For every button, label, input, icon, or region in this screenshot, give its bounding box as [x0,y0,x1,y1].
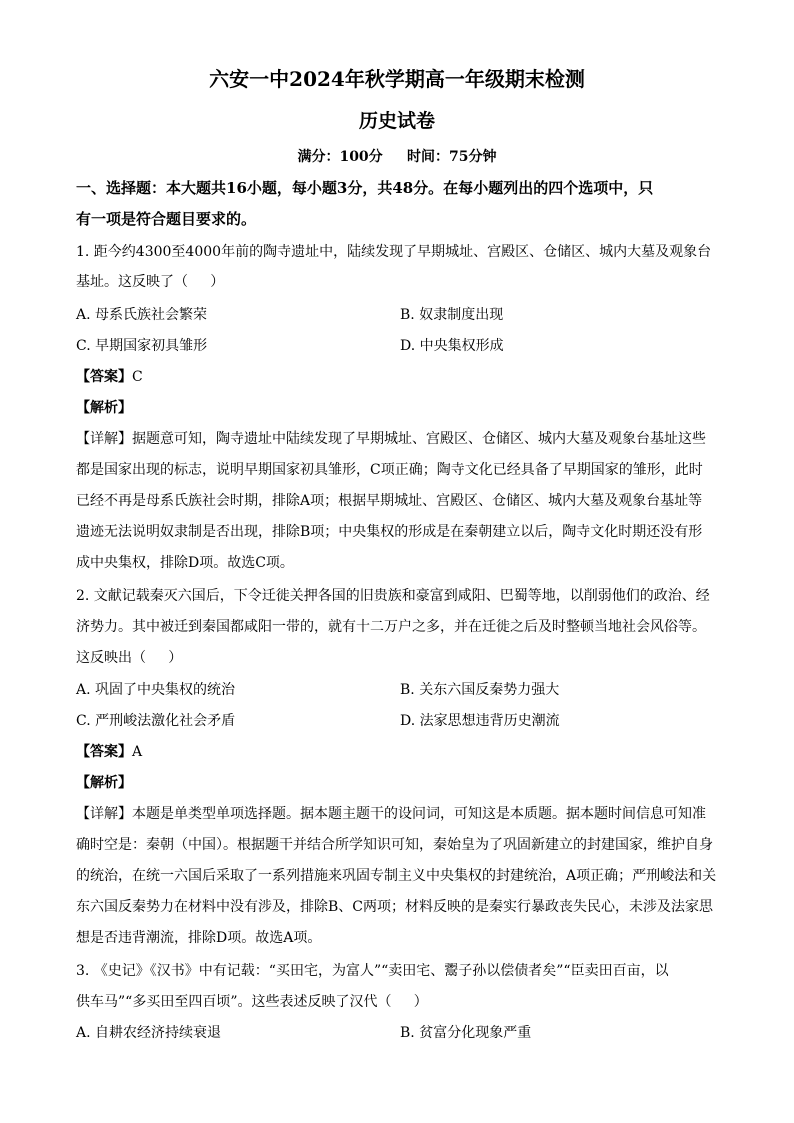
q2-detail-line5: 想是否违背潮流，排除D项。故选A项。 [76,930,322,946]
exam-subtitle: 历史试卷 [358,110,435,132]
q2-detail-line1: 【详解】本题是单类型单项选择题。据本题主题干的设问词，可知这是本质题。据本题时间信息可知准 [76,806,706,822]
answer-value: C [132,369,143,385]
q2-option-c: C. 严刑峻法激化社会矛盾 [76,713,236,729]
q2-stem-line3: 这反映出（ ） [76,650,183,666]
q3-stem-line1: 3. 《史记》《汉书》中有记载：“买田宅，为富人”“卖田宅、鬻子孙以偿债者矣”“臣卖田百亩，以 [76,963,669,979]
answer-tag: 【答案】 [76,369,132,385]
q1-stem-line2: 基址。这反映了（ ） [76,274,225,290]
q1-option-c: C. 早期国家初具雏形 [76,338,208,354]
q2-analysis-tag: 【解析】 [76,775,132,791]
q1-option-a: A. 母系氏族社会繁荣 [76,307,208,323]
q3-option-b: B. 贫富分化现象严重 [400,1025,532,1041]
q1-analysis-tag: 【解析】 [76,400,132,416]
q1-detail-line3: 已经不再是母系氏族社会时期，排除A项；根据早期城址、宫殿区、仓储区、城内大墓及观象台基址等 [76,493,703,509]
q2-option-a: A. 巩固了中央集权的统治 [76,682,236,698]
exam-title: 六安一中2024年秋学期高一年级期末检测 [209,67,585,91]
q3-stem-line2: 供车马”“多买田至四百顷”。这些表述反映了汉代（ ） [76,994,428,1010]
q1-detail-line2: 都是国家出现的标志，说明早期国家初具雏形，C项正确；陶寺文化已经具备了早期国家的雏形，此时 [76,462,703,478]
section-instructions-line2: 有一项是符合题目要求的。 [76,210,257,228]
answer-tag: 【答案】 [76,744,132,760]
q1-answer [76,366,726,386]
q1-option-b: B. 奴隶制度出现 [400,307,504,323]
q2-stem-line2: 济势力。其中被迁到秦国都咸阳一带的，就有十二万户之多，并在迁徙之后及时整顿当地社会风俗等。 [76,619,706,635]
q1-detail-line1: 【详解】据题意可知，陶寺遗址中陆续发现了早期城址、宫殿区、仓储区、城内大墓及观象台基址这些 [76,431,706,447]
q2-detail-line2: 确时空是：秦朝（中国）。根据题干并结合所学知识可知，秦始皇为了巩固新建立的封建国家，维护自身 [76,837,713,853]
q1-stem-line1: 1. 距今约4300至4000年前的陶寺遗址中，陆续发现了早期城址、宫殿区、仓储区、城内大墓及观象台 [76,244,712,260]
q2-detail-line4: 东六国反秦势力在材料中没有涉及，排除B、C两项；材料反映的是秦实行暴政丧失民心，未涉及法家思 [76,899,713,915]
q2-stem-line1: 2. 文献记载秦灭六国后，下令迁徙关押各国的旧贵族和豪富到咸阳、巴蜀等地，以削弱他们的政治、经 [76,588,710,604]
score-time: 满分：100分 时间：75分钟 [297,149,497,165]
q2-detail-line3: 的统治，在统一六国后采取了一系列措施来巩固专制主义中央集权的封建统治，A项正确；严刑峻法和关 [76,868,717,884]
q3-option-a: A. 自耕农经济持续衰退 [76,1025,222,1041]
q1-detail-line5: 成中央集权，排除D项。故选C项。 [76,555,294,571]
q2-option-b: B. 关东六国反秦势力强大 [400,682,560,698]
section-instructions-line1: 一、选择题：本大题共16小题，每小题3分，共48分。在每小题列出的四个选项中，只 [76,179,654,197]
q2-option-d: D. 法家思想违背历史潮流 [400,713,560,729]
q1-option-d: D. 中央集权形成 [400,338,504,354]
q2-answer [76,741,726,761]
q1-detail-line4: 遗迹无法说明奴隶制是否出现，排除B项；中央集权的形成是在秦朝建立以后，陶寺文化时期还没有形 [76,524,703,540]
answer-value: A [132,744,143,760]
